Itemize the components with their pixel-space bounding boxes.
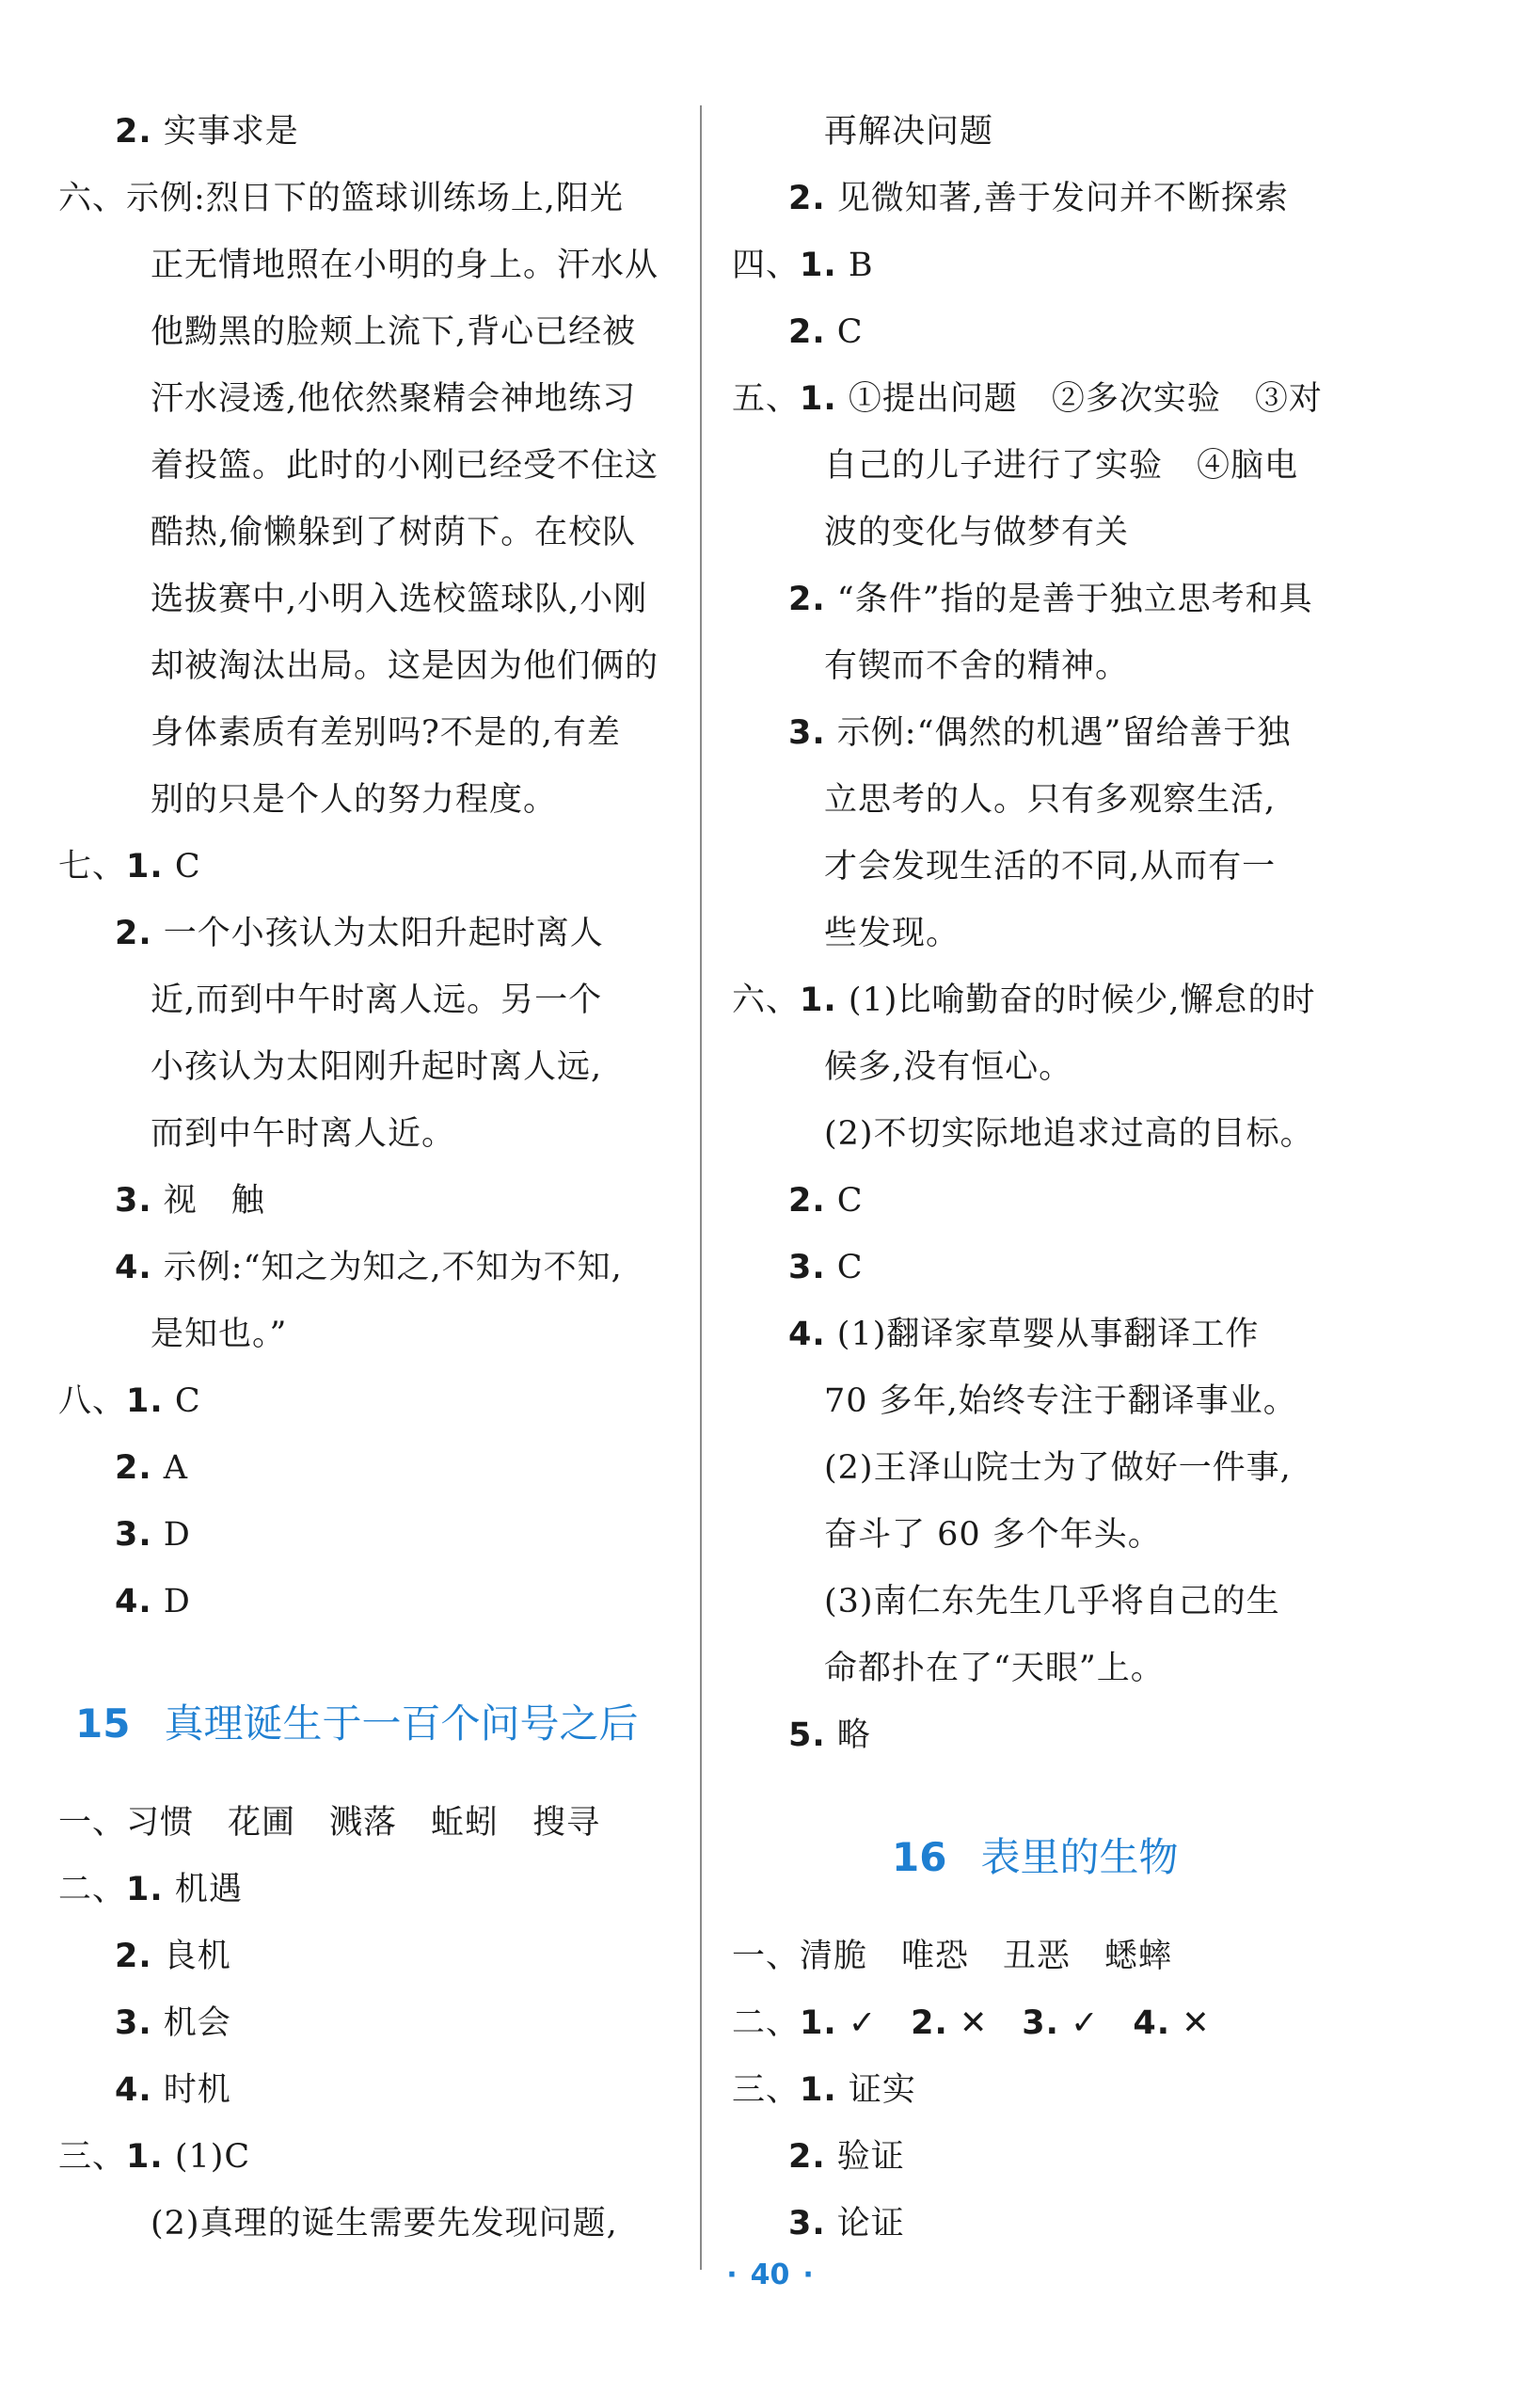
answer-text: D bbox=[163, 1583, 191, 1620]
answer-line bbox=[58, 1435, 689, 1502]
answer-text: 习惯 花圃 溅落 蚯蚓 搜寻 bbox=[126, 1804, 601, 1842]
answer-text: A bbox=[163, 1449, 189, 1487]
answer-line bbox=[58, 232, 689, 299]
answer-text: 机遇 bbox=[174, 1871, 243, 1908]
answer-text: 着投篮。此时的小刚已经受不住这 bbox=[151, 447, 659, 485]
question-number: 1. bbox=[126, 2138, 164, 2176]
answer-text: 却被淘汰出局。这是因为他们俩的 bbox=[151, 647, 659, 685]
answer-line bbox=[732, 1502, 1362, 1569]
question-number: 4. bbox=[1133, 2004, 1171, 2042]
answer-line bbox=[58, 2057, 689, 2124]
question-number: 1. bbox=[800, 2004, 837, 2042]
question-number: 3. bbox=[115, 1516, 152, 1554]
answer-text: 酷热,偷懒躲到了树荫下。在校队 bbox=[151, 514, 637, 551]
answer-text: 一个小孩认为太阳升起时离人 bbox=[163, 915, 604, 952]
answer-line bbox=[732, 1636, 1362, 1702]
answer-line bbox=[58, 967, 689, 1034]
question-number: 3. bbox=[788, 1249, 826, 1286]
answer-text: 示例:烈日下的篮球训练场上,阳光 bbox=[126, 180, 624, 217]
answer-line bbox=[732, 901, 1362, 967]
answer-line bbox=[732, 834, 1362, 901]
answer-line bbox=[732, 2057, 1362, 2124]
question-number: 3. bbox=[788, 2205, 826, 2242]
question-number: 2. bbox=[911, 2004, 948, 2042]
answer-line bbox=[732, 1435, 1362, 1502]
answer-line bbox=[58, 99, 689, 166]
answer-text: (1)C bbox=[174, 2138, 251, 2176]
answer-line bbox=[732, 366, 1362, 433]
answer-text: 视 触 bbox=[163, 1182, 265, 1220]
question-number: 2. bbox=[788, 313, 826, 351]
answer-text: 立思考的人。只有多观察生活, bbox=[824, 781, 1277, 819]
answer-line bbox=[732, 1034, 1362, 1101]
answer-line bbox=[58, 767, 689, 834]
answer-text: B bbox=[848, 247, 874, 284]
question-number: 2. bbox=[115, 915, 152, 952]
answer-line bbox=[732, 232, 1362, 299]
answer-text: (3)南仁东先生几乎将自己的生 bbox=[824, 1583, 1280, 1620]
question-number: 2. bbox=[115, 1938, 152, 1975]
answer-line bbox=[58, 1569, 689, 1636]
answer-text: ①提出问题 ②多次实验 ③对 bbox=[848, 380, 1323, 418]
question-number: 5. bbox=[788, 1716, 826, 1754]
answer-text: 候多,没有恒心。 bbox=[824, 1048, 1073, 1086]
answer-text: 而到中午时离人近。 bbox=[151, 1115, 456, 1153]
answer-text: 才会发现生活的不同,从而有一 bbox=[824, 848, 1277, 886]
answer-line bbox=[732, 767, 1362, 834]
answer-line bbox=[732, 567, 1362, 633]
answer-text: “条件”指的是善于独立思考和具 bbox=[836, 581, 1313, 618]
answer-text: 身体素质有差别吗?不是的,有差 bbox=[151, 714, 621, 752]
lesson-16-heading bbox=[732, 1811, 1362, 1905]
answer-text: 略 bbox=[836, 1716, 871, 1754]
question-number: 1. bbox=[800, 982, 837, 1019]
question-number: 2. bbox=[788, 2138, 826, 2176]
section-label: 三、 bbox=[58, 2138, 127, 2176]
answer-line bbox=[732, 1702, 1362, 1769]
answer-text: 波的变化与做梦有关 bbox=[824, 514, 1130, 551]
answer-text: 实事求是 bbox=[163, 113, 299, 151]
section-label: 六、 bbox=[732, 982, 801, 1019]
question-number: 2. bbox=[788, 180, 826, 217]
answer-line bbox=[732, 1101, 1362, 1168]
answer-line bbox=[58, 1235, 689, 1301]
answer-line bbox=[58, 1502, 689, 1569]
answer-text: 70 多年,始终专注于翻译事业。 bbox=[824, 1382, 1297, 1420]
answer-line bbox=[58, 1101, 689, 1168]
right-answers-bottom bbox=[732, 1923, 1362, 2258]
question-number: 1. bbox=[126, 1871, 164, 1908]
answer-text: 汗水浸透,他依然聚精会神地练习 bbox=[151, 380, 637, 418]
answer-text: C bbox=[174, 848, 201, 886]
answer-line bbox=[732, 2191, 1362, 2258]
section-label: 六、 bbox=[58, 180, 127, 217]
answer-line bbox=[732, 1168, 1362, 1235]
answer-text: C bbox=[836, 1249, 864, 1286]
question-number: 3. bbox=[115, 1182, 152, 1220]
page-number: 40 bbox=[750, 2258, 790, 2291]
footer-dot-left: · bbox=[726, 2258, 738, 2291]
question-number: 4. bbox=[788, 1316, 826, 1353]
answer-line bbox=[58, 1168, 689, 1235]
right-column bbox=[732, 99, 1362, 2258]
answer-line bbox=[58, 700, 689, 767]
section-label: 一、 bbox=[732, 1938, 801, 1975]
answer-line bbox=[58, 1301, 689, 1368]
answer-line bbox=[58, 1857, 689, 1923]
section-label: 七、 bbox=[58, 848, 127, 886]
answer-line bbox=[732, 1923, 1362, 1990]
answer-line bbox=[58, 834, 689, 901]
answer-text: (2)王泽山院士为了做好一件事, bbox=[824, 1449, 1292, 1487]
answer-text: 选拔赛中,小明入选校篮球队,小刚 bbox=[151, 581, 648, 618]
answer-text: 示例:“知之为知之,不知为不知, bbox=[163, 1249, 623, 1286]
answer-text: 他黝黑的脸颊上流下,背心已经被 bbox=[151, 313, 637, 351]
section-label: 五、 bbox=[732, 380, 801, 418]
question-number: 4. bbox=[115, 1583, 152, 1620]
answer-text: C bbox=[174, 1382, 201, 1420]
answer-text: 奋斗了 60 多个年头。 bbox=[824, 1516, 1162, 1554]
answer-text: 清脆 唯恐 丑恶 蟋蟀 bbox=[800, 1938, 1173, 1975]
question-number: 2. bbox=[788, 1182, 826, 1220]
answer-line bbox=[58, 2191, 689, 2258]
answer-text: 是知也。” bbox=[151, 1316, 288, 1353]
answer-text: 良机 bbox=[163, 1938, 231, 1975]
answer-line bbox=[732, 967, 1362, 1034]
question-number: 3. bbox=[115, 2004, 152, 2042]
answer-line bbox=[732, 633, 1362, 700]
question-number: 1. bbox=[126, 1382, 164, 1420]
answer-line bbox=[58, 366, 689, 433]
lesson-15-heading bbox=[58, 1677, 689, 1771]
answer-line bbox=[58, 1923, 689, 1990]
answer-text: 正无情地照在小明的身上。汗水从 bbox=[151, 247, 659, 284]
answer-line bbox=[732, 1301, 1362, 1368]
section-label: 二、 bbox=[58, 1871, 127, 1908]
answer-text: (1)翻译家草婴从事翻译工作 bbox=[836, 1316, 1260, 1353]
answer-line bbox=[732, 1569, 1362, 1636]
footer-dot-right: · bbox=[802, 2258, 814, 2291]
answer-text: C bbox=[836, 313, 864, 351]
answer-mark: ✕ bbox=[1182, 2004, 1211, 2042]
answer-line bbox=[58, 500, 689, 567]
question-number: 1. bbox=[800, 247, 837, 284]
answer-text: (2)真理的诞生需要先发现问题, bbox=[151, 2205, 618, 2242]
answer-text: 有锲而不舍的精神。 bbox=[824, 647, 1130, 685]
lesson-title: 表里的生物 bbox=[980, 1834, 1179, 1880]
answer-line bbox=[58, 299, 689, 366]
answer-line bbox=[732, 1990, 1362, 2057]
section-label: 一、 bbox=[58, 1804, 127, 1842]
answer-text: 见微知著,善于发问并不断探索 bbox=[836, 180, 1289, 217]
answer-text: ✓ bbox=[848, 2004, 878, 2042]
answer-text: 别的只是个人的努力程度。 bbox=[151, 781, 558, 819]
answer-text: 命都扑在了“天眼”上。 bbox=[824, 1650, 1165, 1687]
answer-mark: ✕ bbox=[959, 2004, 989, 2042]
answer-text: 自己的儿子进行了实验 ④脑电 bbox=[824, 447, 1299, 485]
question-number: 2. bbox=[788, 581, 826, 618]
answer-text: (1)比喻勤奋的时候少,懈怠的时 bbox=[848, 982, 1316, 1019]
answer-text: (2)不切实际地追求过高的目标。 bbox=[824, 1115, 1314, 1153]
answer-text: 证实 bbox=[848, 2071, 916, 2109]
answer-line bbox=[732, 2124, 1362, 2191]
answer-text: 机会 bbox=[163, 2004, 231, 2042]
answer-line bbox=[732, 166, 1362, 232]
answer-text: C bbox=[836, 1182, 864, 1220]
answer-line bbox=[732, 700, 1362, 767]
question-number: 3. bbox=[1022, 2004, 1059, 2042]
answer-line bbox=[58, 1990, 689, 2057]
answer-text: 验证 bbox=[836, 2138, 905, 2176]
section-label: 三、 bbox=[732, 2071, 801, 2109]
section-label: 八、 bbox=[58, 1382, 127, 1420]
answer-line bbox=[732, 500, 1362, 567]
left-column bbox=[58, 99, 689, 2258]
lesson-number: 16 bbox=[892, 1834, 947, 1880]
answer-text: 些发现。 bbox=[824, 915, 961, 952]
answer-text: 论证 bbox=[836, 2205, 905, 2242]
answer-line bbox=[732, 1235, 1362, 1301]
answer-line bbox=[732, 433, 1362, 500]
answer-line bbox=[732, 1368, 1362, 1435]
answer-text: 时机 bbox=[163, 2071, 231, 2109]
question-number: 4. bbox=[115, 1249, 152, 1286]
right-answers-top bbox=[732, 99, 1362, 1769]
answer-line bbox=[58, 633, 689, 700]
answer-text: 再解决问题 bbox=[824, 113, 994, 151]
answer-text: 近,而到中午时离人远。另一个 bbox=[151, 982, 603, 1019]
question-number: 3. bbox=[788, 714, 826, 752]
question-number: 4. bbox=[115, 2071, 152, 2109]
section-label: 二、 bbox=[732, 2004, 801, 2042]
answer-text: 示例:“偶然的机遇”留给善于独 bbox=[836, 714, 1292, 752]
question-number: 1. bbox=[800, 2071, 837, 2109]
section-label: 四、 bbox=[732, 247, 801, 284]
answer-line bbox=[58, 567, 689, 633]
answer-line bbox=[58, 1790, 689, 1857]
lesson-number: 15 bbox=[75, 1700, 131, 1747]
question-number: 1. bbox=[126, 848, 164, 886]
answer-line bbox=[58, 1034, 689, 1101]
answer-text: D bbox=[163, 1516, 191, 1554]
answer-line bbox=[58, 901, 689, 967]
answer-mark: ✓ bbox=[1071, 2004, 1100, 2042]
answer-line bbox=[732, 99, 1362, 166]
lesson-title: 真理诞生于一百个问号之后 bbox=[164, 1700, 639, 1747]
column-divider bbox=[700, 105, 702, 2270]
question-number: 2. bbox=[115, 1449, 152, 1487]
question-number: 2. bbox=[115, 113, 152, 151]
answer-line bbox=[58, 1368, 689, 1435]
answer-line bbox=[58, 433, 689, 500]
answer-text: 小孩认为太阳刚升起时离人远, bbox=[151, 1048, 603, 1086]
answer-line bbox=[732, 299, 1362, 366]
left-answers-top bbox=[58, 99, 689, 1636]
answer-line bbox=[58, 2124, 689, 2191]
answer-line bbox=[58, 166, 689, 232]
left-answers-bottom bbox=[58, 1790, 689, 2258]
question-number: 1. bbox=[800, 380, 837, 418]
page-footer bbox=[0, 2258, 1540, 2291]
